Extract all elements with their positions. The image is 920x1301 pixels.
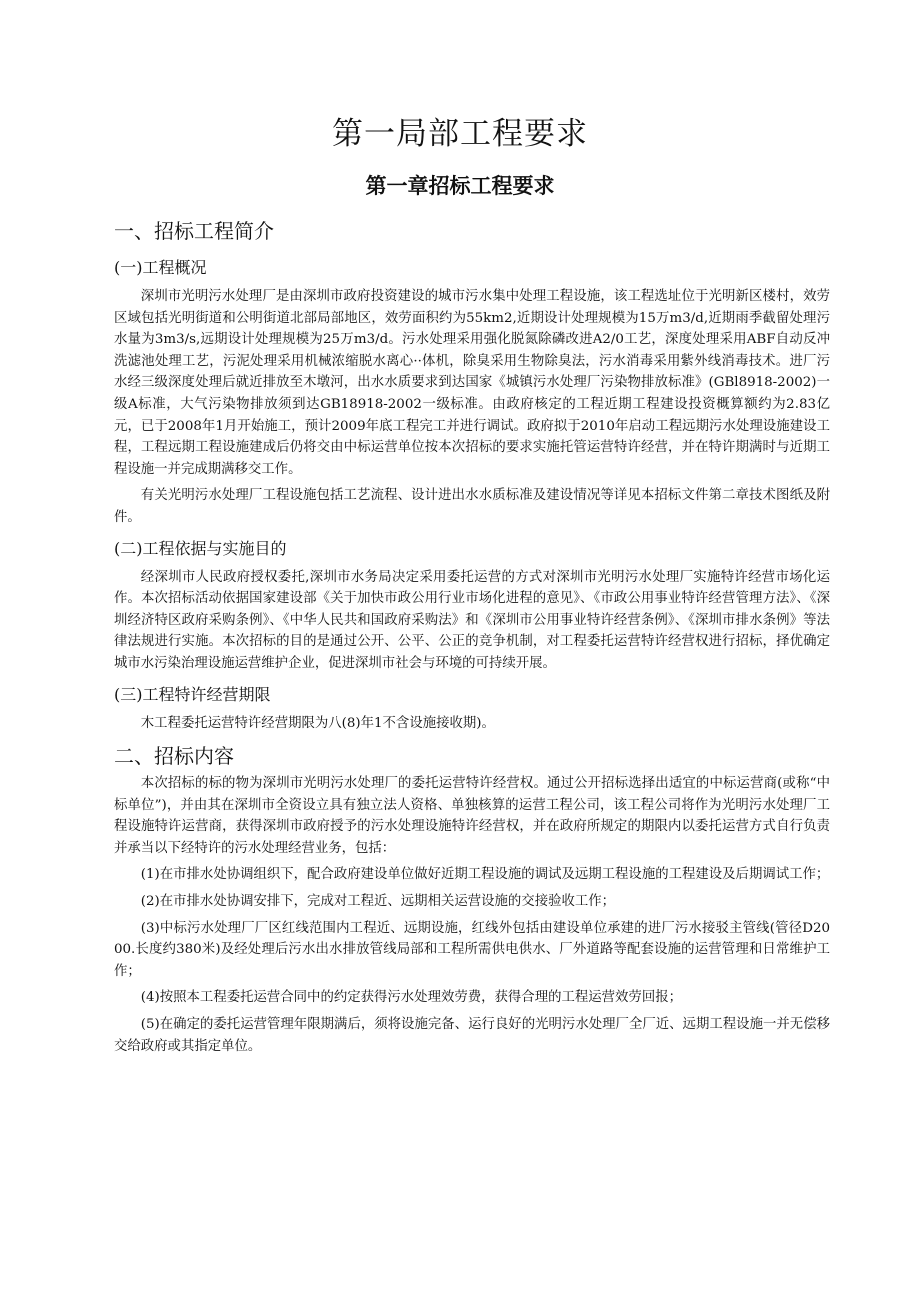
- paragraph-basis-purpose: 经深圳市人民政府授权委托,深圳市水务局决定采用委托运营的方式对深圳市光明污水处理厂实施特许经营市场化运作。本次招标活动依据国家建设部《关于加快市政公用行业市场化进程的意见》、《市政公用事业特许经营管理方法》、《深圳经济特区政府采购条例》、《中华人民共和国政府采购法》和《深圳市公用事业特许经营条例》、《深圳市排水条例》等法律法规进行实施。本次招标的目的是通过公开、公平、公正的竞争机制，对工程委托运营特许经营权进行招标，择优确定城市水污染治理设施运营维护企业，促进深圳市社会与环境的可持续开展。: [114, 569, 830, 671]
- subsection-heading-basis-purpose: (二)工程依据与实施目的: [114, 538, 287, 558]
- document-body: [114, 214, 830, 1062]
- paragraph-concession-term: 木工程委托运营特许经营期限为八(8)年1不含设施接收期)。: [140, 715, 495, 731]
- part-title: 第一局部工程要求: [332, 116, 588, 152]
- chapter-title: 第一章招标工程要求: [365, 174, 555, 198]
- section-heading-tender-content: 二、招标内容: [114, 744, 234, 769]
- paragraph-tender-content: 本次招标的标的物为深圳市光明污水处理厂的委托运营特许经营权。通过公开招标选择出适宜的中标运营商(或称“中标单位”)，并由其在深圳市全资设立具有独立法人资格、单独核算的运营工程公司，该工程公司将作为光明污水处理厂工程设施特许运营商，获得深圳市政府授予的污水处理设施特许经营权，并在政府所规定的期限内以委托运营方式自行负责并承当以下经特许的污水处理经营业务，包括：: [114, 776, 830, 856]
- list-item-2: (2)在市排水处协调安排下，完成对工程近、远期相关运营设施的交接验收工作；: [140, 894, 616, 910]
- paragraph-overview: 深圳市光明污水处理厂是由深圳市政府投资建设的城市污水集中处理工程设施，该工程选址位于光明新区楼村，效劳区域包括光明街道和公明街道北部局部地区，效劳面积约为55km2,近期设计处理规模为15万m3/d,近期雨季截留处理污水量为3m3/s,远期设计处理规模为25万m3/d。污水处理采用强化脱氮除磷改进A2/0工艺，深度处理采用ABF自动反冲洗滤池处理工艺，污泥处理采用机械浓缩脱水离心··体机，除臭采用生物除臭法，污水消毒采用紫外线消毒技术。进厂污水经三级深度处理后就近排放至木墩河，出水水质要求到达国家《城镇污水处理厂污染物排放标准》(GBl8918-2002)一级A标准，大气污染物排放须到达GB18918-2002一级标准。由政府核定的工程近期工程建设投资概算额约为2.83亿元，已于2008年1月开始施工，预计2009年底工程完工并进行调试。政府拟于2010年启动工程远期污水处理设施建设工程，工程远期工程设施建成后仍将交由中标运营单位按本次招标的要求实施托管运营特许经营，并在特许期满时与近期工程设施一并完成期满移交工作。: [114, 289, 830, 477]
- subsection-heading-overview: (一)工程概况: [114, 258, 207, 277]
- subsection-heading-concession-term: (三)工程特许经营期限: [114, 684, 271, 704]
- list-item-1: (1)在市排水处协调组织下，配合政府建设单位做好近期工程设施的调试及远期工程设施的工程建设及后期调试工作；: [140, 867, 830, 883]
- paragraph-overview-details: 有关光明污水处理厂工程设施包括工艺流程、设计进出水水质标准及建设情况等详见本招标文件第二章技术图纸及附件。: [114, 488, 830, 525]
- list-item-4: (4)按照本工程委托运营合同中的约定获得污水处理效劳费，获得合理的工程运营效劳回报；: [140, 990, 682, 1006]
- section-heading-project-intro: 一、招标工程简介: [114, 219, 274, 243]
- list-item-5: (5)在确定的委托运营管理年限期满后，须将设施完备、运行良好的光明污水处理厂全厂近、远期工程设施一并无偿移交给政府或其指定单位。: [114, 1017, 830, 1054]
- list-item-3: (3)中标污水处理厂厂区红线范围内工程近、远期设施，红线外包括由建设单位承建的进厂污水接驳主管线(管径D2000.长度约380米)及经处理后污水出水排放管线局部和工程所需供电供水、厂外道路等配套设施的运营管理和日常维护工作；: [114, 920, 830, 979]
